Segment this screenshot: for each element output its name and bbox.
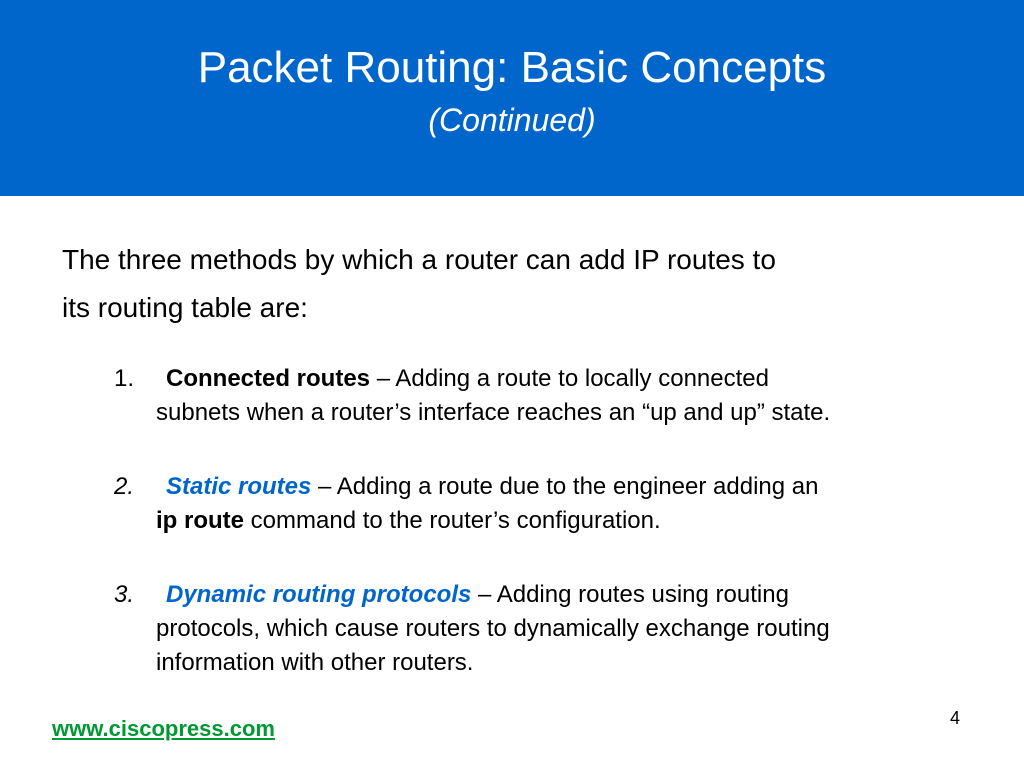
list-item-number: 1. [114,365,135,392]
intro-paragraph [62,236,962,332]
list-item-text: – Adding routes using routing [471,581,789,608]
slide-title: Packet Routing: Basic Concepts [197,43,827,92]
methods-list [114,362,974,720]
command-keyword: ip route [156,507,244,534]
list-item-line-3: information with other routers. [156,649,474,676]
list-item-term: Connected routes [166,365,371,392]
intro-line-1: The three methods by which a router can add IP routes to [62,244,776,275]
list-item-number: 2. [114,473,135,500]
ciscopress-link[interactable]: www.ciscopress.com [52,716,275,741]
list-item-term: Dynamic routing protocols [166,581,472,608]
list-item-text: command to the router’s configuration. [244,507,661,534]
intro-line-2: its routing table are: [62,292,308,323]
slide-subtitle: (Continued) [428,102,596,138]
slide-header [0,0,1024,196]
page-number: 4 [950,708,961,728]
list-item-connected-routes [114,362,974,430]
list-item-line-2 [156,504,974,538]
list-item-line-1 [156,470,974,504]
list-item-text: – Adding a route to locally connected [370,365,769,392]
list-item-term: Static routes [166,473,312,500]
list-item-line-2: protocols, which cause routers to dynamically exchange routing [156,615,830,642]
list-item-line-2: subnets when a router’s interface reaches an “up and up” state. [156,399,831,426]
list-item-dynamic-routing-protocols [114,578,974,680]
list-item-line-1 [156,578,974,612]
list-item-static-routes [114,470,974,538]
list-item-line-1 [156,362,974,396]
list-item-text: – Adding a route due to the engineer adding an [311,473,819,500]
list-item-number: 3. [114,581,135,608]
